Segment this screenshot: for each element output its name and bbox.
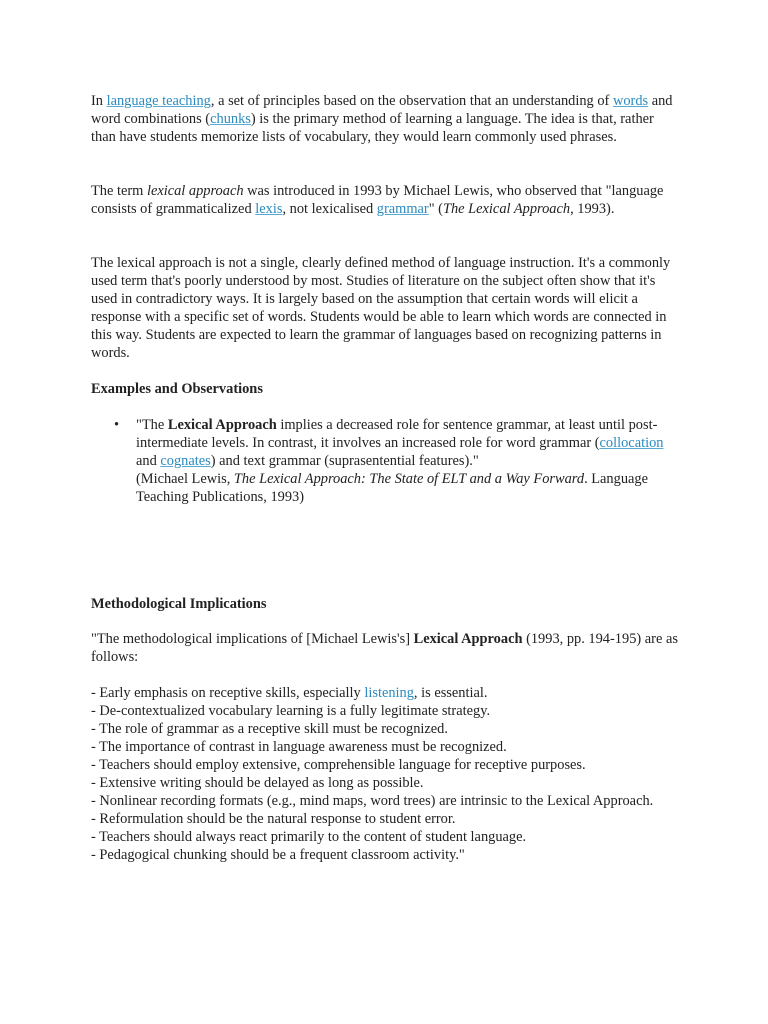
bold-term: Lexical Approach (413, 631, 523, 647)
italic-title: The Lexical Approach: The State of ELT and a Way Forward (233, 471, 585, 487)
text-run: ) is the primary method of learning a language. The idea is that, rather than have students memorize lists of vocabulary, they would learn commonly used phrases. (91, 111, 654, 145)
link-chunks[interactable]: chunks (210, 111, 251, 127)
italic-title: The Lexical Approach (442, 201, 571, 217)
bullet-text (136, 416, 681, 506)
intro-paragraph (91, 92, 681, 146)
description-paragraph: The lexical approach is not a single, clearly defined method of language instruction. It's a commonly used term that's poorly understood by most. Studies of literature on the subject often show that it's used in contradictory ways. It is largely based on the assumption that certain words will elicit a response with a specific set of words. Students would be able to learn which words are connected in this way. Students are expected to learn the grammar of languages based on recognizing patterns in words. (91, 255, 671, 361)
link-listening[interactable]: listening (364, 685, 414, 701)
link-grammar[interactable]: grammar (376, 201, 429, 217)
text-run: and (136, 453, 161, 469)
text-run: (Michael Lewis, (136, 471, 234, 487)
link-lexis[interactable]: lexis (255, 201, 283, 217)
list-item: - The importance of contrast in language awareness must be recognized. (91, 739, 507, 755)
text-run: "The methodological implications of [Michael Lewis's] (91, 631, 414, 647)
implications-list (91, 684, 681, 864)
text-run: , 1993). (570, 201, 615, 217)
text-run: The term (91, 183, 147, 199)
link-cognates[interactable]: cognates (160, 453, 211, 469)
text-run: . Language Teaching Publications, 1993) (136, 471, 648, 505)
italic-term: lexical approach (146, 183, 244, 199)
link-words[interactable]: words (612, 93, 649, 109)
list-item: - De-contextualized vocabulary learning is a fully legitimate strategy. (91, 703, 491, 719)
text-run: , is essential. (413, 685, 488, 701)
term-paragraph (91, 182, 681, 218)
text-run: was introduced in 1993 by Michael Lewis, who observed that "language consists of grammaticalized (91, 183, 664, 217)
text-run: implies a decreased role for sentence grammar, at least until post-intermediate levels. In contrast, it involves an increased role for word grammar ( (136, 417, 658, 451)
text-run: and word combinations ( (91, 93, 673, 127)
list-item: - The role of grammar as a receptive skill must be recognized. (91, 721, 448, 737)
text-run: , not lexicalised (282, 201, 377, 217)
heading-methodological: Methodological Implications (91, 596, 267, 612)
text-run: In (91, 93, 107, 109)
bold-term: Lexical Approach (167, 417, 277, 433)
text-run: - Early emphasis on receptive skills, especially (91, 685, 365, 701)
list-item: - Teachers should always react primarily to the content of student language. (91, 829, 527, 845)
text-run: " ( (428, 201, 443, 217)
bullet-icon: • (114, 417, 120, 433)
link-collocation[interactable]: collocation (599, 435, 664, 451)
link-language-teaching[interactable]: language teaching (106, 93, 211, 109)
implications-intro (91, 630, 681, 666)
list-item: - Teachers should employ extensive, comprehensible language for receptive purposes. (91, 757, 586, 773)
list-item (91, 684, 681, 702)
heading-examples: Examples and Observations (91, 381, 263, 397)
text-run: , a set of principles based on the observation that an understanding of (210, 93, 613, 109)
text-run: (1993, pp. 194-195) are as follows: (91, 631, 678, 665)
list-item: - Extensive writing should be delayed as long as possible. (91, 775, 424, 791)
list-item: - Nonlinear recording formats (e.g., mind maps, word trees) are intrinsic to the Lexical Approach. (91, 793, 654, 809)
list-item: - Reformulation should be the natural response to student error. (91, 811, 456, 827)
text-run: ) and text grammar (suprasentential features)." (210, 453, 479, 469)
list-item: - Pedagogical chunking should be a frequent classroom activity." (91, 847, 465, 863)
text-run: "The (136, 417, 168, 433)
